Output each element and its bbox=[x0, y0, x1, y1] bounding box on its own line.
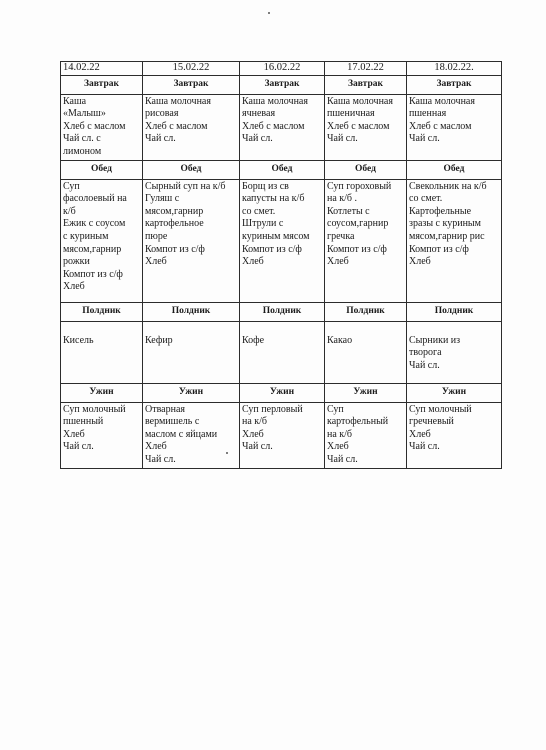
dish-line: Компот из с/ф bbox=[242, 243, 302, 255]
dish-line: Хлеб с маслом bbox=[409, 120, 472, 132]
dish-line: рисовая bbox=[145, 108, 179, 120]
dish-line: Хлеб bbox=[409, 256, 431, 268]
dish-line: Гуляш с bbox=[145, 193, 180, 205]
dish-line: Хлеб bbox=[63, 428, 85, 440]
dish-line: пюре bbox=[145, 230, 168, 242]
dish-line: Свекольник на к/б bbox=[409, 180, 487, 192]
meal-row-snack bbox=[61, 321, 502, 383]
dish-line: Хлеб bbox=[242, 256, 264, 268]
dish-line: соусом,гарнир bbox=[327, 218, 389, 230]
dish-line: Компот из с/ф bbox=[63, 268, 123, 280]
dish-line: Чай сл. bbox=[145, 133, 176, 145]
dish-line: рожки bbox=[63, 256, 90, 268]
dish-line: гречка bbox=[327, 230, 355, 242]
meal-row-breakfast bbox=[61, 94, 502, 160]
dish-line: Чай сл. с bbox=[63, 133, 101, 145]
dish-line: Чай сл. bbox=[242, 441, 273, 453]
dish-line: «Малыш» bbox=[63, 108, 106, 120]
meal-header-cell: Обед bbox=[61, 160, 143, 179]
dish-line: со смет. bbox=[242, 205, 276, 217]
meal-header-cell: Завтрак bbox=[407, 75, 502, 94]
date-cell: 17.02.22 bbox=[325, 62, 407, 76]
menu-cell bbox=[325, 179, 407, 302]
dish-line: Суп гороховый bbox=[327, 180, 392, 192]
meal-header-cell: Обед bbox=[407, 160, 502, 179]
dish-line: Чай сл. bbox=[409, 133, 440, 145]
dish-line: мясом,гарнир bbox=[63, 243, 122, 255]
dish-line: Каша молочная bbox=[242, 95, 308, 107]
dish-line: куриным мясом bbox=[242, 230, 310, 242]
dish-line: Сырники из bbox=[409, 334, 461, 346]
dish-line: Чай сл. bbox=[145, 453, 176, 465]
menu-cell bbox=[325, 402, 407, 468]
dish-line: Каша bbox=[63, 95, 87, 107]
date-cell: 14.02.22 bbox=[61, 62, 143, 76]
dish-line: Чай сл. bbox=[327, 133, 358, 145]
menu-cell bbox=[143, 179, 240, 302]
menu-cell bbox=[407, 402, 502, 468]
meal-header-cell: Полдник bbox=[240, 302, 325, 321]
dish-line: лимоном bbox=[63, 145, 102, 157]
dish-line: Чай сл. bbox=[242, 133, 273, 145]
dish-line: Хлеб bbox=[63, 281, 85, 293]
dish-line: Хлеб bbox=[242, 428, 264, 440]
dish-line: Каша молочная bbox=[145, 95, 211, 107]
dish-line: на к/б bbox=[242, 416, 268, 428]
scan-speck bbox=[268, 12, 270, 14]
dish-line: Хлеб bbox=[145, 441, 167, 453]
date-cell: 15.02.22 bbox=[143, 62, 240, 76]
dish-line: Хлеб с маслом bbox=[63, 120, 126, 132]
dish-line: Компот из с/ф bbox=[409, 243, 469, 255]
dish-line: капусты на к/б bbox=[242, 193, 305, 205]
date-cell: 18.02.22. bbox=[407, 62, 502, 76]
dish-line: пшеничная bbox=[327, 108, 375, 120]
menu-cell bbox=[240, 179, 325, 302]
scan-speck bbox=[226, 452, 228, 454]
menu-cell bbox=[240, 94, 325, 160]
meal-header-cell: Ужин bbox=[325, 383, 407, 402]
meal-header-cell: Завтрак bbox=[325, 75, 407, 94]
dish-line: мясом,гарнир bbox=[145, 205, 204, 217]
menu-cell bbox=[143, 402, 240, 468]
meal-header-cell: Обед bbox=[325, 160, 407, 179]
dish-line: Хлеб bbox=[327, 441, 349, 453]
dish-line: ячневая bbox=[242, 108, 276, 120]
menu-cell bbox=[143, 321, 240, 383]
dish-line: Хлеб bbox=[145, 256, 167, 268]
meal-header-cell: Обед bbox=[240, 160, 325, 179]
meal-header-cell: Обед bbox=[143, 160, 240, 179]
meal-header-cell: Полдник bbox=[61, 302, 143, 321]
date-row bbox=[61, 62, 502, 76]
meal-row-dinner bbox=[61, 402, 502, 468]
dish-line: творога bbox=[409, 347, 442, 359]
dish-line: пшенная bbox=[409, 108, 447, 120]
menu-cell bbox=[325, 321, 407, 383]
menu-cell bbox=[240, 321, 325, 383]
dish-line: Хлеб с маслом bbox=[327, 120, 390, 132]
dish-line: Кофе bbox=[242, 334, 265, 346]
dish-line: Суп bbox=[63, 180, 80, 192]
dish-line: Какао bbox=[327, 334, 353, 346]
dish-line: Компот из с/ф bbox=[145, 243, 205, 255]
dish-line: фасолоевый на bbox=[63, 193, 127, 205]
dish-line: пшенный bbox=[63, 416, 104, 428]
menu-cell bbox=[61, 179, 143, 302]
dish-line: Хлеб с маслом bbox=[145, 120, 208, 132]
meal-header-cell: Полдник bbox=[325, 302, 407, 321]
dish-line: с куриным bbox=[63, 230, 109, 242]
dish-line: Отварная bbox=[145, 403, 186, 415]
menu-cell bbox=[61, 402, 143, 468]
menu-cell bbox=[61, 94, 143, 160]
menu-cell bbox=[143, 94, 240, 160]
menu-cell bbox=[325, 94, 407, 160]
dish-line: Сырный суп на к/б bbox=[145, 180, 226, 192]
dish-line: мясом,гарнир рис bbox=[409, 230, 485, 242]
weekly-menu-table bbox=[60, 61, 502, 469]
dish-line: Чай сл. bbox=[63, 441, 94, 453]
dish-line: Штрули с bbox=[242, 218, 284, 230]
dish-line: Ежик с соусом bbox=[63, 218, 126, 230]
dish-line: Борщ из св bbox=[242, 180, 289, 192]
dish-line: Каша молочная bbox=[327, 95, 393, 107]
meal-header-cell: Завтрак bbox=[143, 75, 240, 94]
meal-header-cell: Ужин bbox=[240, 383, 325, 402]
dish-line: на к/б . bbox=[327, 193, 358, 205]
menu-cell bbox=[61, 321, 143, 383]
meal-header-cell: Полдник bbox=[407, 302, 502, 321]
meal-header-row-lunch bbox=[61, 160, 502, 179]
meal-header-row-dinner bbox=[61, 383, 502, 402]
dish-line: вермишель с bbox=[145, 416, 200, 428]
meal-header-cell: Завтрак bbox=[61, 75, 143, 94]
dish-line: картофельное bbox=[145, 218, 204, 230]
dish-line: маслом с яйцами bbox=[145, 428, 218, 440]
dish-line: Хлеб с маслом bbox=[242, 120, 305, 132]
dish-line: Кисель bbox=[63, 334, 94, 346]
meal-header-cell: Ужин bbox=[143, 383, 240, 402]
dish-line: Чай сл. bbox=[327, 453, 358, 465]
meal-header-cell: Ужин bbox=[407, 383, 502, 402]
dish-line: картофельный bbox=[327, 416, 389, 428]
dish-line: Чай сл. bbox=[409, 359, 440, 371]
dish-line: Каша молочная bbox=[409, 95, 475, 107]
dish-line: зразы с куриным bbox=[409, 218, 481, 230]
menu-sheet bbox=[60, 61, 501, 469]
dish-line: к/б bbox=[63, 205, 76, 217]
dish-line: Компот из с/ф bbox=[327, 243, 387, 255]
menu-cell bbox=[407, 321, 502, 383]
dish-line: Суп молочный bbox=[409, 403, 472, 415]
menu-cell bbox=[407, 179, 502, 302]
date-cell: 16.02.22 bbox=[240, 62, 325, 76]
meal-header-cell: Ужин bbox=[61, 383, 143, 402]
dish-line: со смет. bbox=[409, 193, 443, 205]
dish-line: Котлеты с bbox=[327, 205, 370, 217]
dish-line: Кефир bbox=[145, 334, 173, 346]
menu-cell bbox=[240, 402, 325, 468]
dish-line: Чай сл. bbox=[409, 441, 440, 453]
dish-line: Хлеб bbox=[409, 428, 431, 440]
dish-line: Суп молочный bbox=[63, 403, 126, 415]
dish-line: Суп bbox=[327, 403, 344, 415]
dish-line: на к/б bbox=[327, 428, 353, 440]
dish-line: Хлеб bbox=[327, 256, 349, 268]
menu-cell bbox=[407, 94, 502, 160]
meal-header-cell: Полдник bbox=[143, 302, 240, 321]
dish-line: Картофельные bbox=[409, 205, 472, 217]
dish-line: Суп перловый bbox=[242, 403, 303, 415]
meal-header-row-snack bbox=[61, 302, 502, 321]
meal-header-row-breakfast bbox=[61, 75, 502, 94]
dish-line: гречневый bbox=[409, 416, 454, 428]
meal-row-lunch bbox=[61, 179, 502, 302]
meal-header-cell: Завтрак bbox=[240, 75, 325, 94]
